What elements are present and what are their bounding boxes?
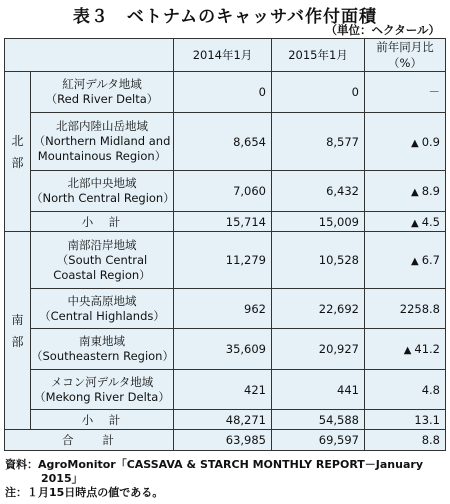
region-name: 紅河デルタ地域 （Red River Delta） (31, 72, 174, 113)
header-2015: 2015年1月 (272, 39, 365, 72)
decrease-triangle-icon: ▲ (411, 137, 419, 149)
subtotal-label: 小 計 (31, 410, 174, 430)
decrease-triangle-icon: ▲ (411, 187, 419, 198)
value-2014: 63,985 (174, 430, 272, 451)
cassava-area-table (4, 38, 446, 451)
value-2015: 10,528 (272, 232, 365, 289)
total-label: 合 計 (5, 430, 174, 451)
decrease-triangle-icon: ▲ (411, 256, 419, 267)
value-yoy: ▲ 4.5 (365, 212, 446, 232)
value-2015: 8,577 (272, 113, 365, 171)
value-2014: 421 (174, 370, 272, 410)
table-row (5, 113, 446, 171)
region-name: 北部内陸山岳地域 （Northern Midland and Mountainous Region） (31, 113, 174, 171)
subtotal-row (5, 410, 446, 430)
region-name: 南東地域 （Southeastern Region） (31, 329, 174, 370)
value-2015: 20,927 (272, 329, 365, 370)
table-row (5, 232, 446, 289)
value-2015: 15,009 (272, 212, 365, 232)
value-yoy: ▲ 8.9 (365, 171, 446, 212)
value-yoy: 4.8 (365, 370, 446, 410)
value-2015: 22,692 (272, 289, 365, 329)
value-2015: 441 (272, 370, 365, 410)
table-row (5, 289, 446, 329)
table-row (5, 171, 446, 212)
value-2015: 6,432 (272, 171, 365, 212)
value-2014: 7,060 (174, 171, 272, 212)
value-2015: 0 (272, 72, 365, 113)
header-blank (5, 39, 174, 72)
value-2014: 962 (174, 289, 272, 329)
value-2014: 48,271 (174, 410, 272, 430)
area-south: 南 部 (5, 232, 31, 430)
value-yoy: ▲ 0.9 (365, 113, 446, 171)
subtotal-label: 小 計 (31, 212, 174, 232)
value-2014: 8,654 (174, 113, 272, 171)
value-yoy: 8.8 (365, 430, 446, 451)
total-row (5, 430, 446, 451)
value-2015: 69,597 (272, 430, 365, 451)
value-yoy: 2258.8 (365, 289, 446, 329)
value-yoy: ▲ 6.7 (365, 232, 446, 289)
value-yoy: 13.1 (365, 410, 446, 430)
value-yoy: － (365, 72, 446, 113)
area-north: 北 部 (5, 72, 31, 232)
value-2015: 54,588 (272, 410, 365, 430)
table-row (5, 72, 446, 113)
header-yoy: 前年同月比（%） (365, 39, 446, 72)
unit-label: （単位：ヘクタール） (325, 23, 440, 37)
value-2014: 11,279 (174, 232, 272, 289)
table-title: 表３ ベトナムのキャッサバ作付面積 (72, 7, 378, 27)
region-name: 南部沿岸地域 （South Central Coastal Region） (31, 232, 174, 289)
header-row (5, 39, 446, 72)
value-yoy: ▲ 41.2 (365, 329, 446, 370)
header-2014: 2014年1月 (174, 39, 272, 72)
region-name: 中央高原地域 （Central Highlands） (31, 289, 174, 329)
value-2014: 35,609 (174, 329, 272, 370)
value-2014: 15,714 (174, 212, 272, 232)
region-name: 北部中央地域 （North Central Region） (31, 171, 174, 212)
value-2014: 0 (174, 72, 272, 113)
region-name: メコン河デルタ地域 （Mekong River Delta） (31, 370, 174, 410)
table-row (5, 329, 446, 370)
table-row (5, 370, 446, 410)
decrease-triangle-icon: ▲ (411, 217, 419, 229)
subtotal-row (5, 212, 446, 232)
footnote: 注：１月15日時点の値である。 (5, 486, 164, 499)
source-note: 資料：AgroMonitor「CASSAVA & STARCH MONTHLY REPORT－January 2015」 (5, 458, 423, 485)
decrease-triangle-icon: ▲ (403, 345, 412, 356)
